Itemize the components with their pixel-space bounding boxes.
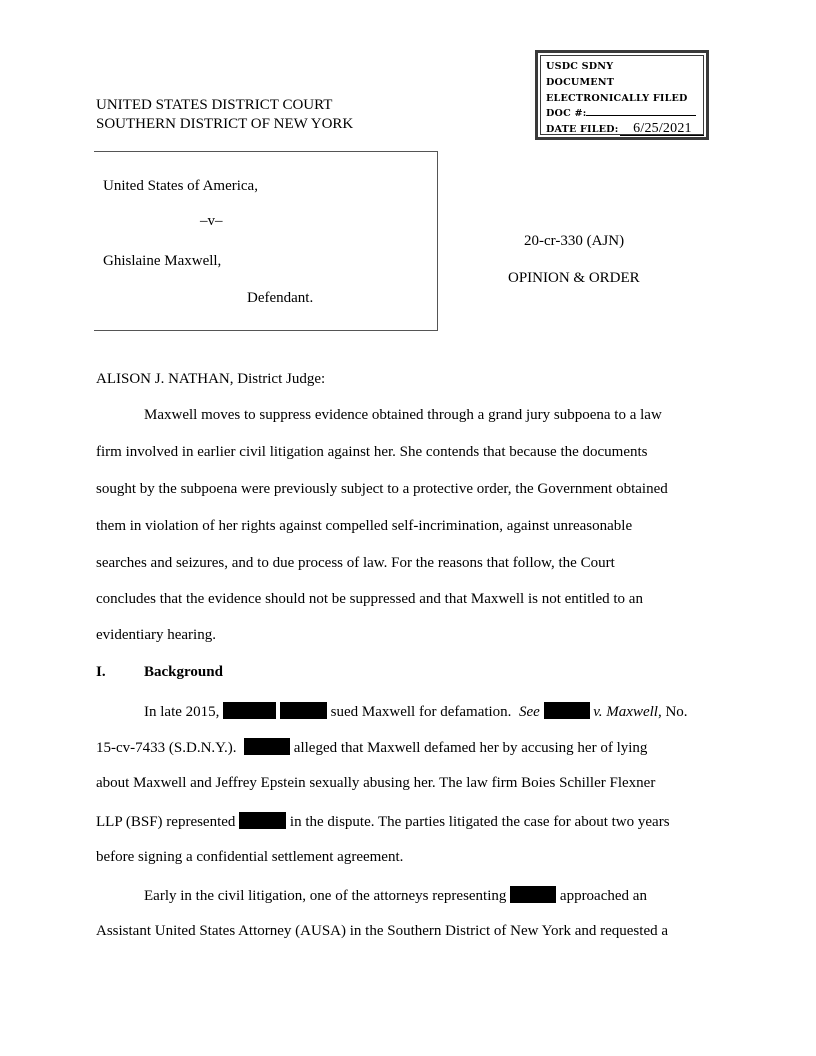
stamp-doc-number-rule — [586, 106, 696, 116]
stamp-date-filed — [546, 122, 698, 138]
section-number: I. — [96, 664, 106, 680]
paragraph-line — [144, 702, 688, 721]
paragraph-line: evidentiary hearing. — [96, 627, 216, 643]
stamp-date-value: 6/25/2021 — [620, 122, 704, 136]
paragraph-line: about Maxwell and Jeffrey Epstein sexually abusing her. The law firm Boies Schiller Flexner — [96, 775, 656, 791]
redaction-block — [510, 886, 556, 903]
paragraph-line: before signing a confidential settlement agreement. — [96, 849, 404, 865]
paragraph-line — [144, 886, 647, 905]
redaction-block — [544, 702, 590, 719]
court-name — [96, 96, 353, 134]
text-span: alleged that Maxwell defamed her by accusing her of lying — [293, 740, 648, 756]
caption-defendant-role: Defendant. — [247, 290, 314, 306]
caption-versus: –v– — [200, 213, 223, 229]
text-span: 15-cv-7433 (S.D.N.Y.). — [96, 740, 237, 756]
judge-line: ALISON J. NATHAN, District Judge: — [96, 371, 326, 387]
case-number: 20-cr-330 (AJN) — [524, 233, 625, 249]
text-span: LLP (BSF) represented — [96, 814, 236, 830]
paragraph-line: Assistant United States Attorney (AUSA) in the Southern District of New York and requested a — [96, 923, 669, 939]
redaction-block — [223, 702, 276, 719]
stamp-doc-number — [546, 106, 698, 122]
caption-plaintiff: United States of America, — [103, 178, 258, 194]
paragraph-line: Maxwell moves to suppress evidence obtained through a grand jury subpoena to a law — [144, 407, 662, 423]
redaction-block — [280, 702, 327, 719]
paragraph-line: firm involved in earlier civil litigation against her. She contends that because the documents — [96, 444, 648, 460]
court-name-line2: SOUTHERN DISTRICT OF NEW YORK — [96, 116, 354, 132]
case-name: v. Maxwell — [593, 704, 658, 720]
text-span: , No. — [657, 704, 688, 720]
document-type: OPINION & ORDER — [508, 270, 640, 286]
text-span: in the dispute. The parties litigated the case for about two years — [289, 814, 670, 830]
section-title: Background — [144, 664, 223, 680]
redaction-block — [239, 812, 286, 829]
stamp-court: USDC SDNY — [546, 61, 614, 72]
stamp-doc-label: DOC #: — [546, 108, 587, 120]
stamp-date-label: DATE FILED: — [546, 124, 619, 136]
paragraph-line: searches and seizures, and to due process of law. For the reasons that follow, the Court — [96, 555, 615, 571]
paragraph-line: them in violation of her rights against compelled self-incrimination, against unreasonable — [96, 518, 633, 534]
redaction-block — [244, 738, 290, 755]
citation-signal: See — [518, 704, 540, 720]
caption-defendant-name: Ghislaine Maxwell, — [103, 253, 222, 269]
filing-stamp — [535, 50, 709, 140]
stamp-electronically-filed: ELECTRONICALLY FILED — [546, 92, 688, 104]
stamp-document: DOCUMENT — [546, 76, 615, 88]
text-span: Early in the civil litigation, one of the attorneys representing — [144, 888, 507, 904]
text-span: In late 2015, — [144, 704, 220, 720]
paragraph-line — [96, 738, 647, 757]
paragraph-line: concludes that the evidence should not be suppressed and that Maxwell is not entitled to an — [96, 591, 643, 607]
paragraph-line — [96, 812, 670, 831]
paragraph-line: sought by the subpoena were previously subject to a protective order, the Government obtained — [96, 481, 668, 497]
text-span: sued Maxwell for defamation. — [330, 704, 512, 720]
court-name-line1: UNITED STATES DISTRICT COURT — [96, 97, 333, 113]
text-span: approached an — [559, 888, 647, 904]
